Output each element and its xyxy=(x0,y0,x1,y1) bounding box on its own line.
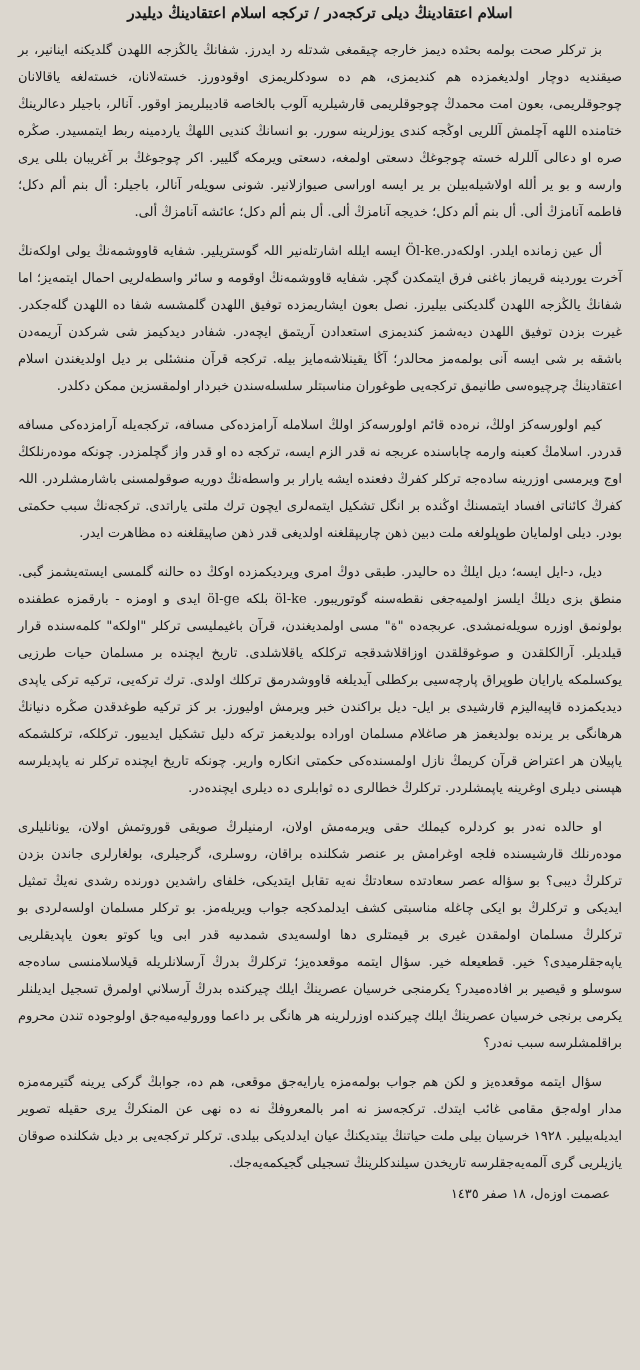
paragraph-5: او حالدە نەدر بو كردلرە كيملك حقى ويرمەمش اولان، ارمنيلرڭ صويقى قوروتمش اولان، يونانليلرى مودەرنلك قارشيسندە فلجە اوغرامش بر عنصر شكلندە براقان، روسلرى، گرجيلرى، بولغارلرى جاندن بزدن تركلرڭ ديبى؟ بو سؤالە عصر سعادتدە سعادتڭ نەيە تقابل ايتديكى، خلفاى راشدين دورندە رشدى نەيڭ تمثيل ايديكى و تركلرڭ بو ايكى چاغلە مناسبتى كشف ايدلمدكجە جواب ويريلەمز. بو تركلر مسلمان اولسەلردى بو تركلرڭ مسلمان اولمقدن غيرى بر قيمتلرى دها اولسەيدى شمدىيە قدر ابى ويا كوتو بعون ياپديقلريى ياپەجقلرميدى؟ خير. قطعيعلە خير. سؤال ايتمە موقعدەيز؛ تركلرڭ بدرڭ آرسلانلريلە قيلاسلامنسى سادەجە سوسلو و قيصير بر افادەميدر؟ يكرمنجى خرسيان عصرينڭ ايلك چيركندە بدرڭ آرسلاني اولمرق تسجيل ايديلنلر يكرمى برنجى خرسيان عصرينڭ ايلك چيركندە اوزرلرينە هر هانگى بر داعما ووروليەميەجق اولوجوده تندن محروم براقلمشلرسە سبب نەدر؟ xyxy=(18,820,623,1051)
paragraph-gap xyxy=(18,1057,622,1069)
paragraph-gap xyxy=(18,400,622,412)
paragraph-4: ديل، د-ايل ايسە؛ ديل ايلڭ دە حاليدر. طبقى دوڭ امرى ويرديكمزدە اوكڭ دە حالنە گلمسى ايستەيشمز گبى. منطق بزى ديلڭ ايلسز اولميەجغى نقطەسنە گوتوريبور. öl-ke بلكە öl-ge ايدى و اومزە - بارقمزە عطفندە بولونمق اوزرە سويلەنمشدى. عربجەدە "ة" مسى اولمديغندن، قرآن باغيمليسى تركلر "اولكە" كلمەسندە قرار قيلديلر. آرالكلقدن و صوغوقلقدن اوزاقلاشدقجە تركلكە ياقلاشلدى. تاريخ ايچندە بر مسلمان حيات طرزيى يوكسلمكە يارايان طوپراق پارچەسيى بركطلى آيديلغە قاووشدرمق تركلك اولدى. ترك تركەيى، تركيە تركى ياپدى ديديكمزدە قاپيەاليزم قارشيدى بر ايل- ديل براكندن خبر ويرمش اوليورز. بر كز تركيە طوغدقدن صڭرە دنيانڭ هرهانگى بر يرندە بولديغمز هر صاغلام مسلمان اوراده بولديغمز تركە دليل تشكيل ايدييور. تركلكە، تركلشمكە ياپيلان هر اعتراض قرآن كريمڭ نازل اولمسندەكى حكمتى انكارە وارير. چونكە تاريخ ايچندە تركلر نە ياپديلرسە هپسنى ديلرى اوغرينە ياپمشلردر. تركلرڭ خطالرى دە ثوابلرى دە ديلرى ايچندەدر. xyxy=(18,565,622,796)
paragraph-6: سؤال ايتمە موقعدەيز و لكن هم جواب بولمەمزە يارايەجق موقعى، هم دە، جوابڭ گركى يرينە گتيرمەمزە مدار اولەجق مقامى غائب ايتدك. تركجەسز نە امر بالمعروفڭ نە دە نهى عن المنكرڭ يرى حقيلە تصوير ايديلەبيلير. ١٩٢٨ خرسيان بيلى ملت حياتنڭ بيتديكنڭ عيان ايدلديكى بيلدى. تركلر تركجەيى بر ديل شكلندە صوقان يازيلريى گرى آلمەيەجقلرسە تاريخدن سيلندكلرينڭ تسجيلى گجيكمەيەجك. xyxy=(18,1075,622,1171)
document-page xyxy=(0,3,640,1370)
article-title: اسلام اعتقادينڭ ديلى تركجەدر / تركجە اسلام اعتقادينڭ ديليدر xyxy=(127,4,513,22)
author-signature: عصمت اوزەل، ١٨ صفر ١٤٣٥ xyxy=(450,1187,610,1202)
paragraph-2: أل عين زماندە ايلدر. اولكەدر.Öl-ke ايسە ايللە اشارتلەنير اللہ گوستريلير. شفايە قاووشمەنڭ يولى اولكەنڭ آخرت يوردينە قريماز باغنى فرق ايتمكدن گچر. شفايە قاووشمەنڭ اوقومە و سائر واسطەلريى احمال ايتمەيز؛ اما شفانڭ يالڭزجە اللهدن گلديكنى بيليرز. نصل بعون ايشاريمزدە توفيق اللهدن گلمشسە شفا دە اللهدن گلەجكدر. غيرت بزدن توفيق اللهدن ديەشمز كنديمزى استعدادن آريتمق ايچەدر. شفادر ديدكيمز شى شركدن آريمەدن باشقە بر شى ايسە آنى بولمەمز محالدر؛ آڭا يقينلاشەمايز بيلە. تركجە قرآن منشئلى بر ديل اولديغندن اسلام اعتقادينڭ چرچيوەسى طانيمق تركجەيى طوغوران مناسبتلر سلسلەسندن خبردار اولمقسزين ممكن دكلدر. xyxy=(18,244,622,394)
paragraph-3: كيم اولورسەكز اولڭ، نرەدە قائم اولورسەكز اولڭ اسلاملە آرامزدەكى مسافە، تركجەيلە آرامزدەكى مسافە قدردر. اسلامڭ كعبنە وارمە چاباسندە عربجە نە قدر الزم ايسە، تركجە دە او قدر واز گچلمزدر. چونكە مودەرنلكڭ اوج ويرمسى اوزرينە سادەجە تركلر كفرڭ دفعندە ايشە يارار بر واسطەنڭ دوريە صوقولمسنى باشارمشلردر. اللہ كفرڭ كائناتى افساد ايتمسنڭ اوڭندە بر انگل تشكيل ايتمەلرى ايچون ترك ملتى ياراتدى. تركجەنڭ سبب حكمتى بودر. ديلى اولمايان طوپلولغە ملت دبين ذهن چاريپقلغنە اولديغى قدر ذهن صاپيقلغنە دە مظاهرت ايدر. xyxy=(18,418,622,541)
paragraph-1: بز تركلر صحت بولمە بحثدە ديمز خارجە چيقمغى شدتلە رد ايدرز. شفانڭ يالڭزجە اللهدن گلديكنە اينانير، بر صيقنديە دوچار اولديغمزدە هم كنديمزى، هم دە سودكلريمزى اوقودورز. خستەلانان، خستەلغە ياقالانان چوجوقلريمى، بعون امت محمدڭ چوجوقلريمى قارشيلريە آلوب بالخاصە قاديبلريمز اوقور. آنالر، باجيلر دعالرينڭ ختامندە اللهە آچلمش آللريى اوڭجە كندى يوزلرينە سورر. بو انسانڭ كنديى اللهڭ ياردمينە ربط ايتمسيدر. صڭرە صرە او دعالى آللرلە خستە چوجوغڭ دسعتى اولمغە، دسعتى ويرمكە گليير. اكر چوجوغڭ بر آغريبان بللى يرى وارسە و بو ير أللە اولاشيلەبيلن بر ير ايسە اوراسى صيوازلانير. شونى سويلەر آنالر، باجيلر: أل بنم ألم دكل؛ فاطمە آنامزڭ ألى. أل بنم ألم دكل؛ خديجە آنامزڭ ألى. أل بنم ألم دكل؛ عائشە آنامزڭ ألى. xyxy=(18,43,622,220)
paragraph-gap xyxy=(18,226,622,238)
paragraph-gap xyxy=(18,802,622,814)
paragraph-gap xyxy=(18,547,622,559)
